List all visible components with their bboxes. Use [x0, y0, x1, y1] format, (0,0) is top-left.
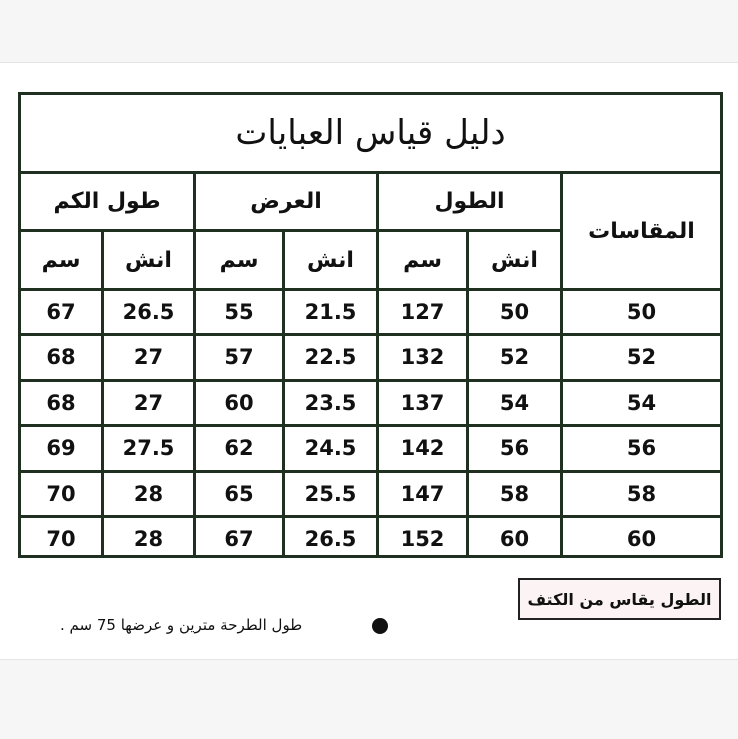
cell-sleeve-cm: 67	[46, 300, 76, 324]
cell-sleeve-cm: 70	[46, 482, 76, 506]
cell-length-cm: 137	[400, 391, 445, 415]
cell-sleeve-cm: 69	[46, 436, 76, 460]
subheader-cm: سم	[403, 247, 442, 273]
cell-width-inch: 22.5	[304, 345, 357, 369]
chart-title: دليل قياس العبايات	[235, 113, 506, 153]
cell-size: 56	[626, 436, 657, 460]
cell-length-inch: 58	[499, 482, 530, 506]
cell-length-inch: 56	[499, 436, 530, 460]
cell-length-inch: 54	[499, 391, 530, 415]
subheader-cm: سم	[41, 247, 81, 273]
cell-sleeve-cm: 68	[46, 345, 76, 369]
cell-width-inch: 25.5	[304, 482, 357, 506]
cell-sleeve-cm: 70	[46, 527, 76, 551]
cell-width-cm: 62	[224, 436, 254, 460]
subheader-inch: انش	[491, 247, 538, 273]
cell-size: 60	[626, 527, 657, 551]
cell-length-inch: 52	[499, 345, 530, 369]
scarf-note: طول الطرحة مترين و عرضها 75 سم .	[60, 616, 303, 634]
cell-length-inch: 60	[499, 527, 530, 551]
cell-sleeve-cm: 68	[46, 391, 76, 415]
cell-length-cm: 142	[400, 436, 445, 460]
bullet-icon	[372, 618, 388, 634]
header-sizes: المقاسات	[588, 218, 695, 244]
cell-sleeve-inch: 27	[133, 391, 164, 415]
cell-sleeve-inch: 26.5	[122, 300, 175, 324]
cell-width-cm: 60	[224, 391, 254, 415]
cell-width-cm: 55	[224, 300, 254, 324]
cell-sleeve-inch: 27	[133, 345, 164, 369]
cell-width-inch: 24.5	[304, 436, 357, 460]
size-chart-table	[18, 92, 723, 558]
cell-length-cm: 152	[400, 527, 445, 551]
subheader-inch: انش	[125, 247, 172, 273]
cell-sleeve-inch: 28	[133, 527, 164, 551]
cell-width-cm: 67	[224, 527, 254, 551]
cell-length-cm: 127	[400, 300, 445, 324]
cell-width-inch: 23.5	[304, 391, 357, 415]
subheader-cm: سم	[219, 247, 259, 273]
cell-width-inch: 26.5	[304, 527, 357, 551]
cell-sleeve-inch: 28	[133, 482, 164, 506]
cell-width-inch: 21.5	[304, 300, 357, 324]
cell-length-cm: 132	[400, 345, 445, 369]
header-width: العرض	[250, 189, 322, 214]
cell-width-cm: 57	[224, 345, 254, 369]
cell-size: 58	[626, 482, 657, 506]
cell-length-cm: 147	[400, 482, 445, 506]
cell-size: 54	[626, 391, 657, 415]
header-length: الطول	[434, 189, 505, 214]
cell-width-cm: 65	[224, 482, 254, 506]
cell-size: 52	[626, 345, 657, 369]
subheader-inch: انش	[307, 247, 354, 273]
shoulder-note: الطول يقاس من الكتف	[518, 578, 721, 620]
cell-sleeve-inch: 27.5	[122, 436, 175, 460]
cell-length-inch: 50	[499, 300, 530, 324]
cell-size: 50	[626, 300, 657, 324]
header-sleeve-length: طول الكم	[53, 189, 161, 214]
